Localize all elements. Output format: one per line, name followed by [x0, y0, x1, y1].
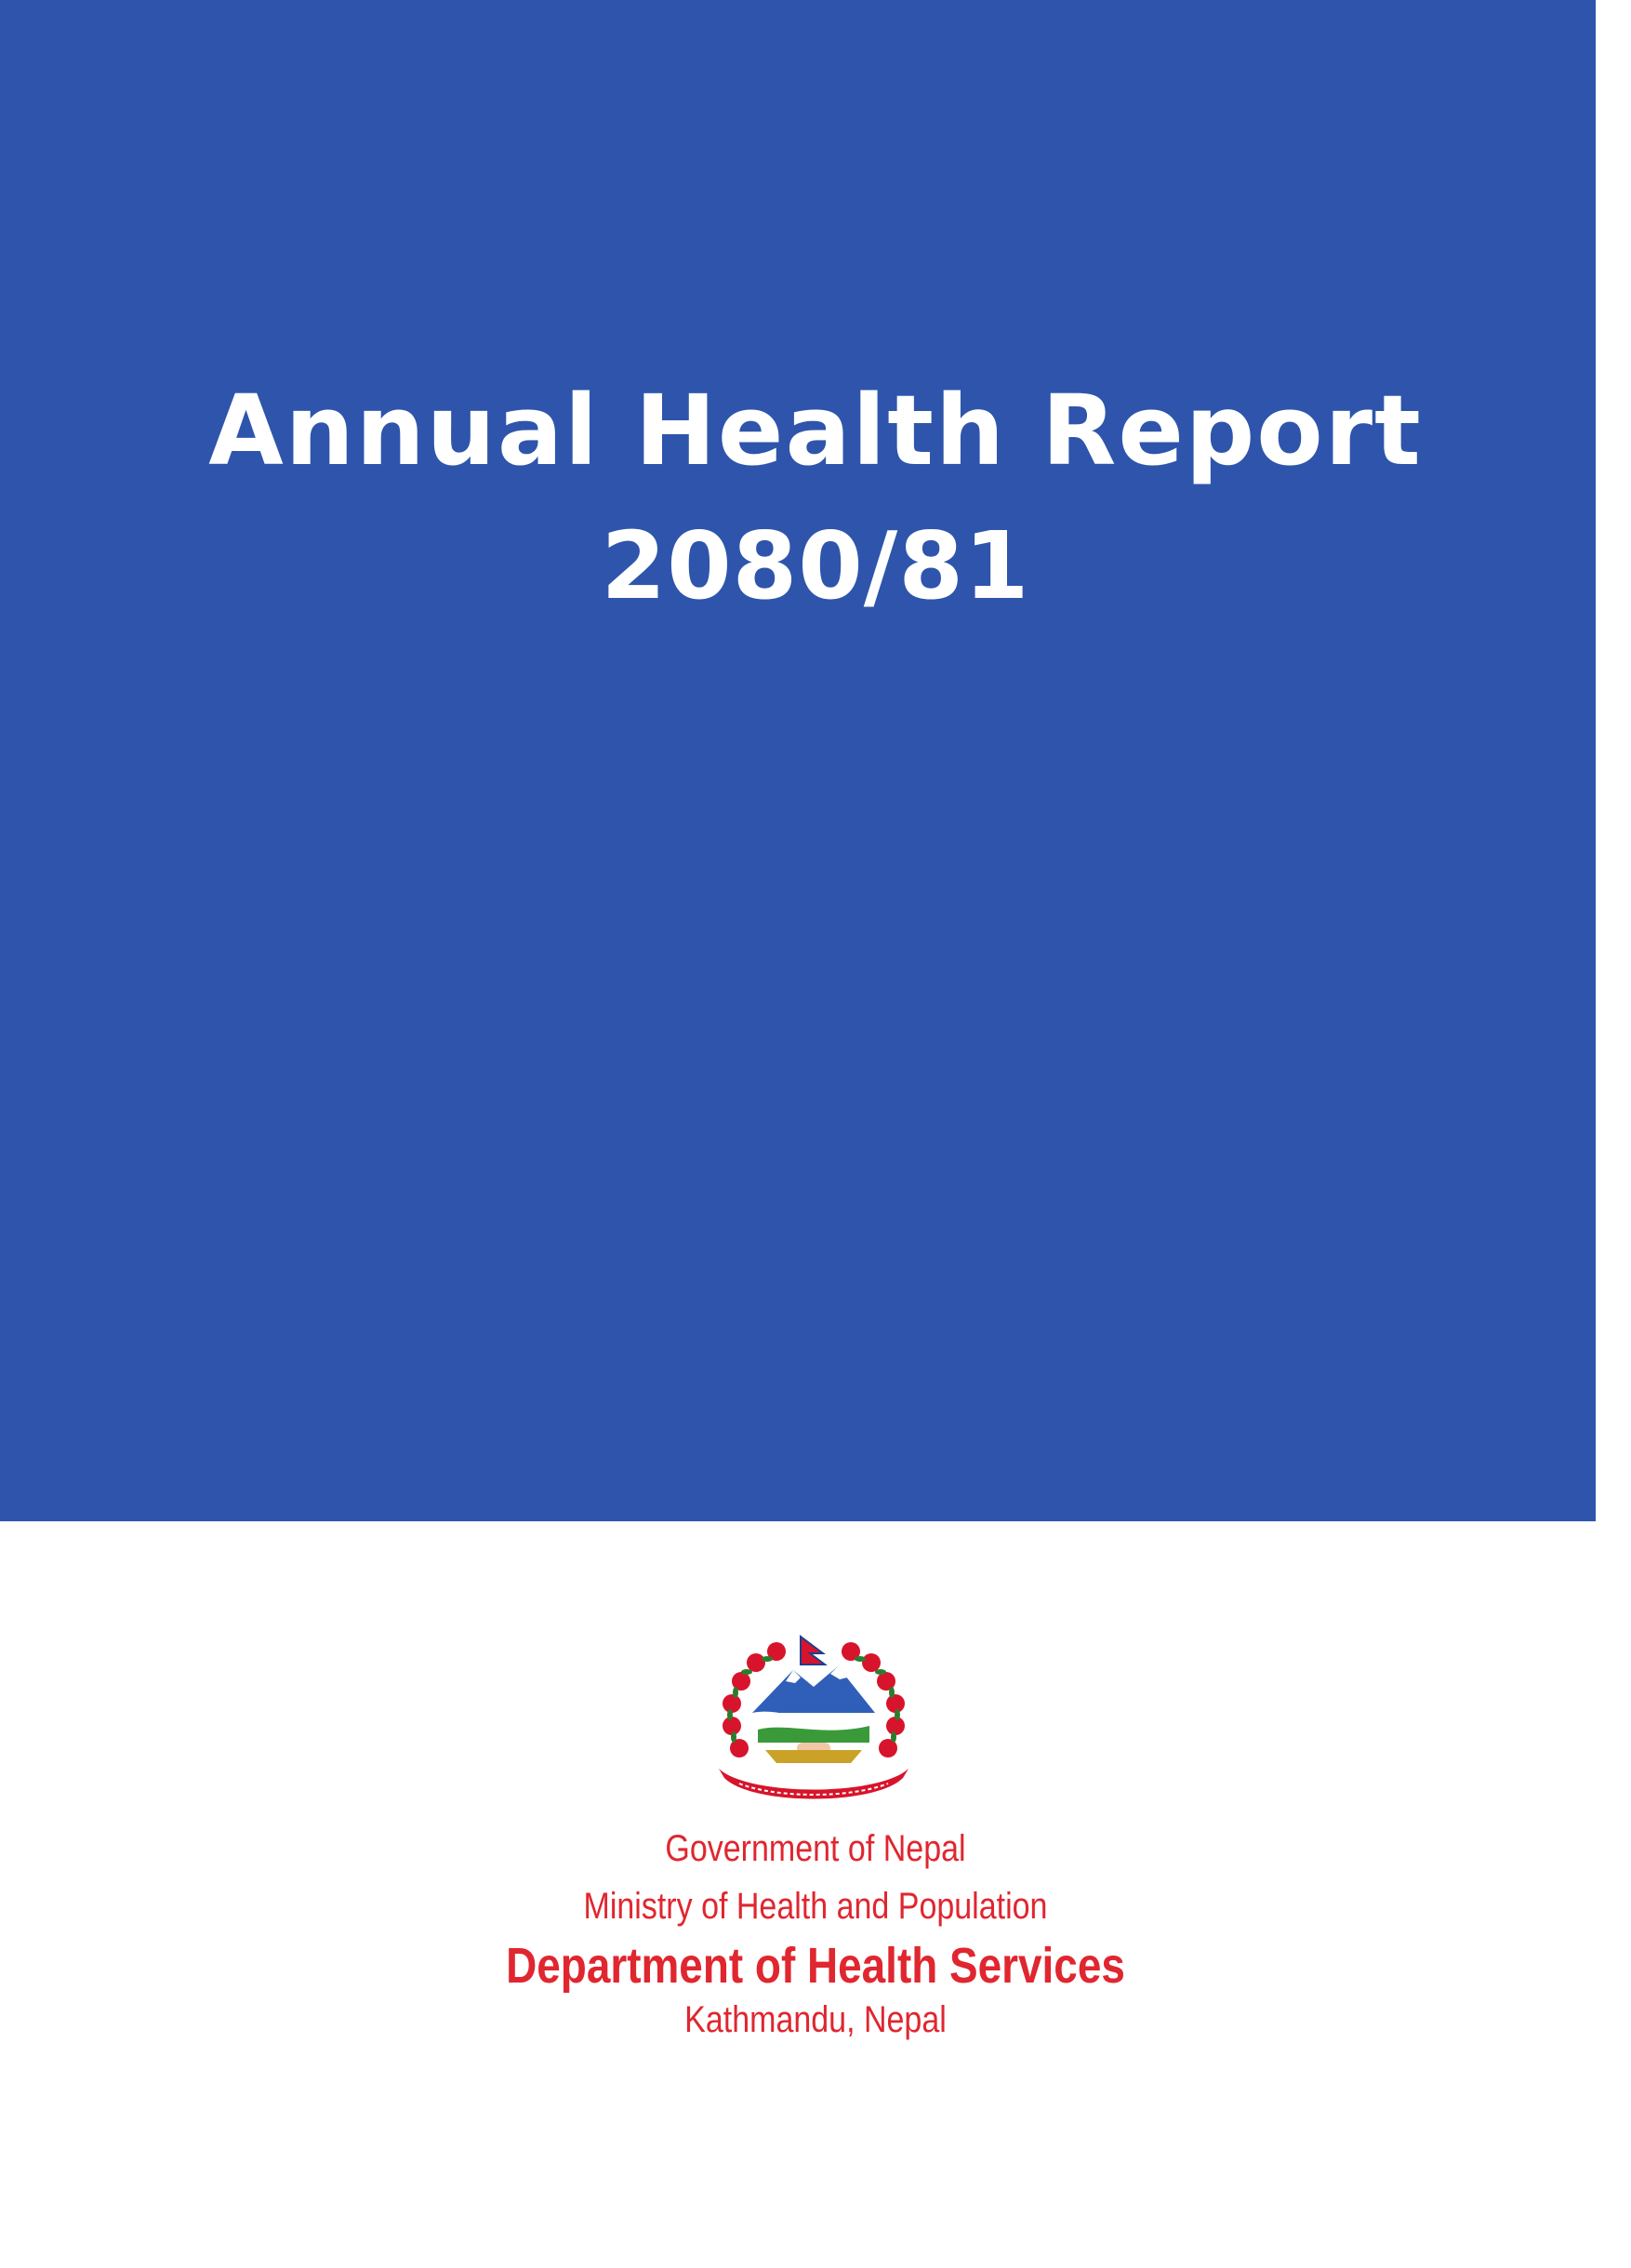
report-year: 2080/81	[601, 511, 1030, 620]
ministry-name: Ministry of Health and Population	[583, 1886, 1048, 1927]
department-name: Department of Health Services	[506, 1938, 1125, 1994]
publisher-location: Kathmandu, Nepal	[684, 1999, 947, 2040]
report-title: Annual Health Report	[208, 374, 1423, 487]
nepal-coat-of-arms-icon	[711, 1633, 916, 1810]
government-name: Government of Nepal	[665, 1828, 966, 1869]
